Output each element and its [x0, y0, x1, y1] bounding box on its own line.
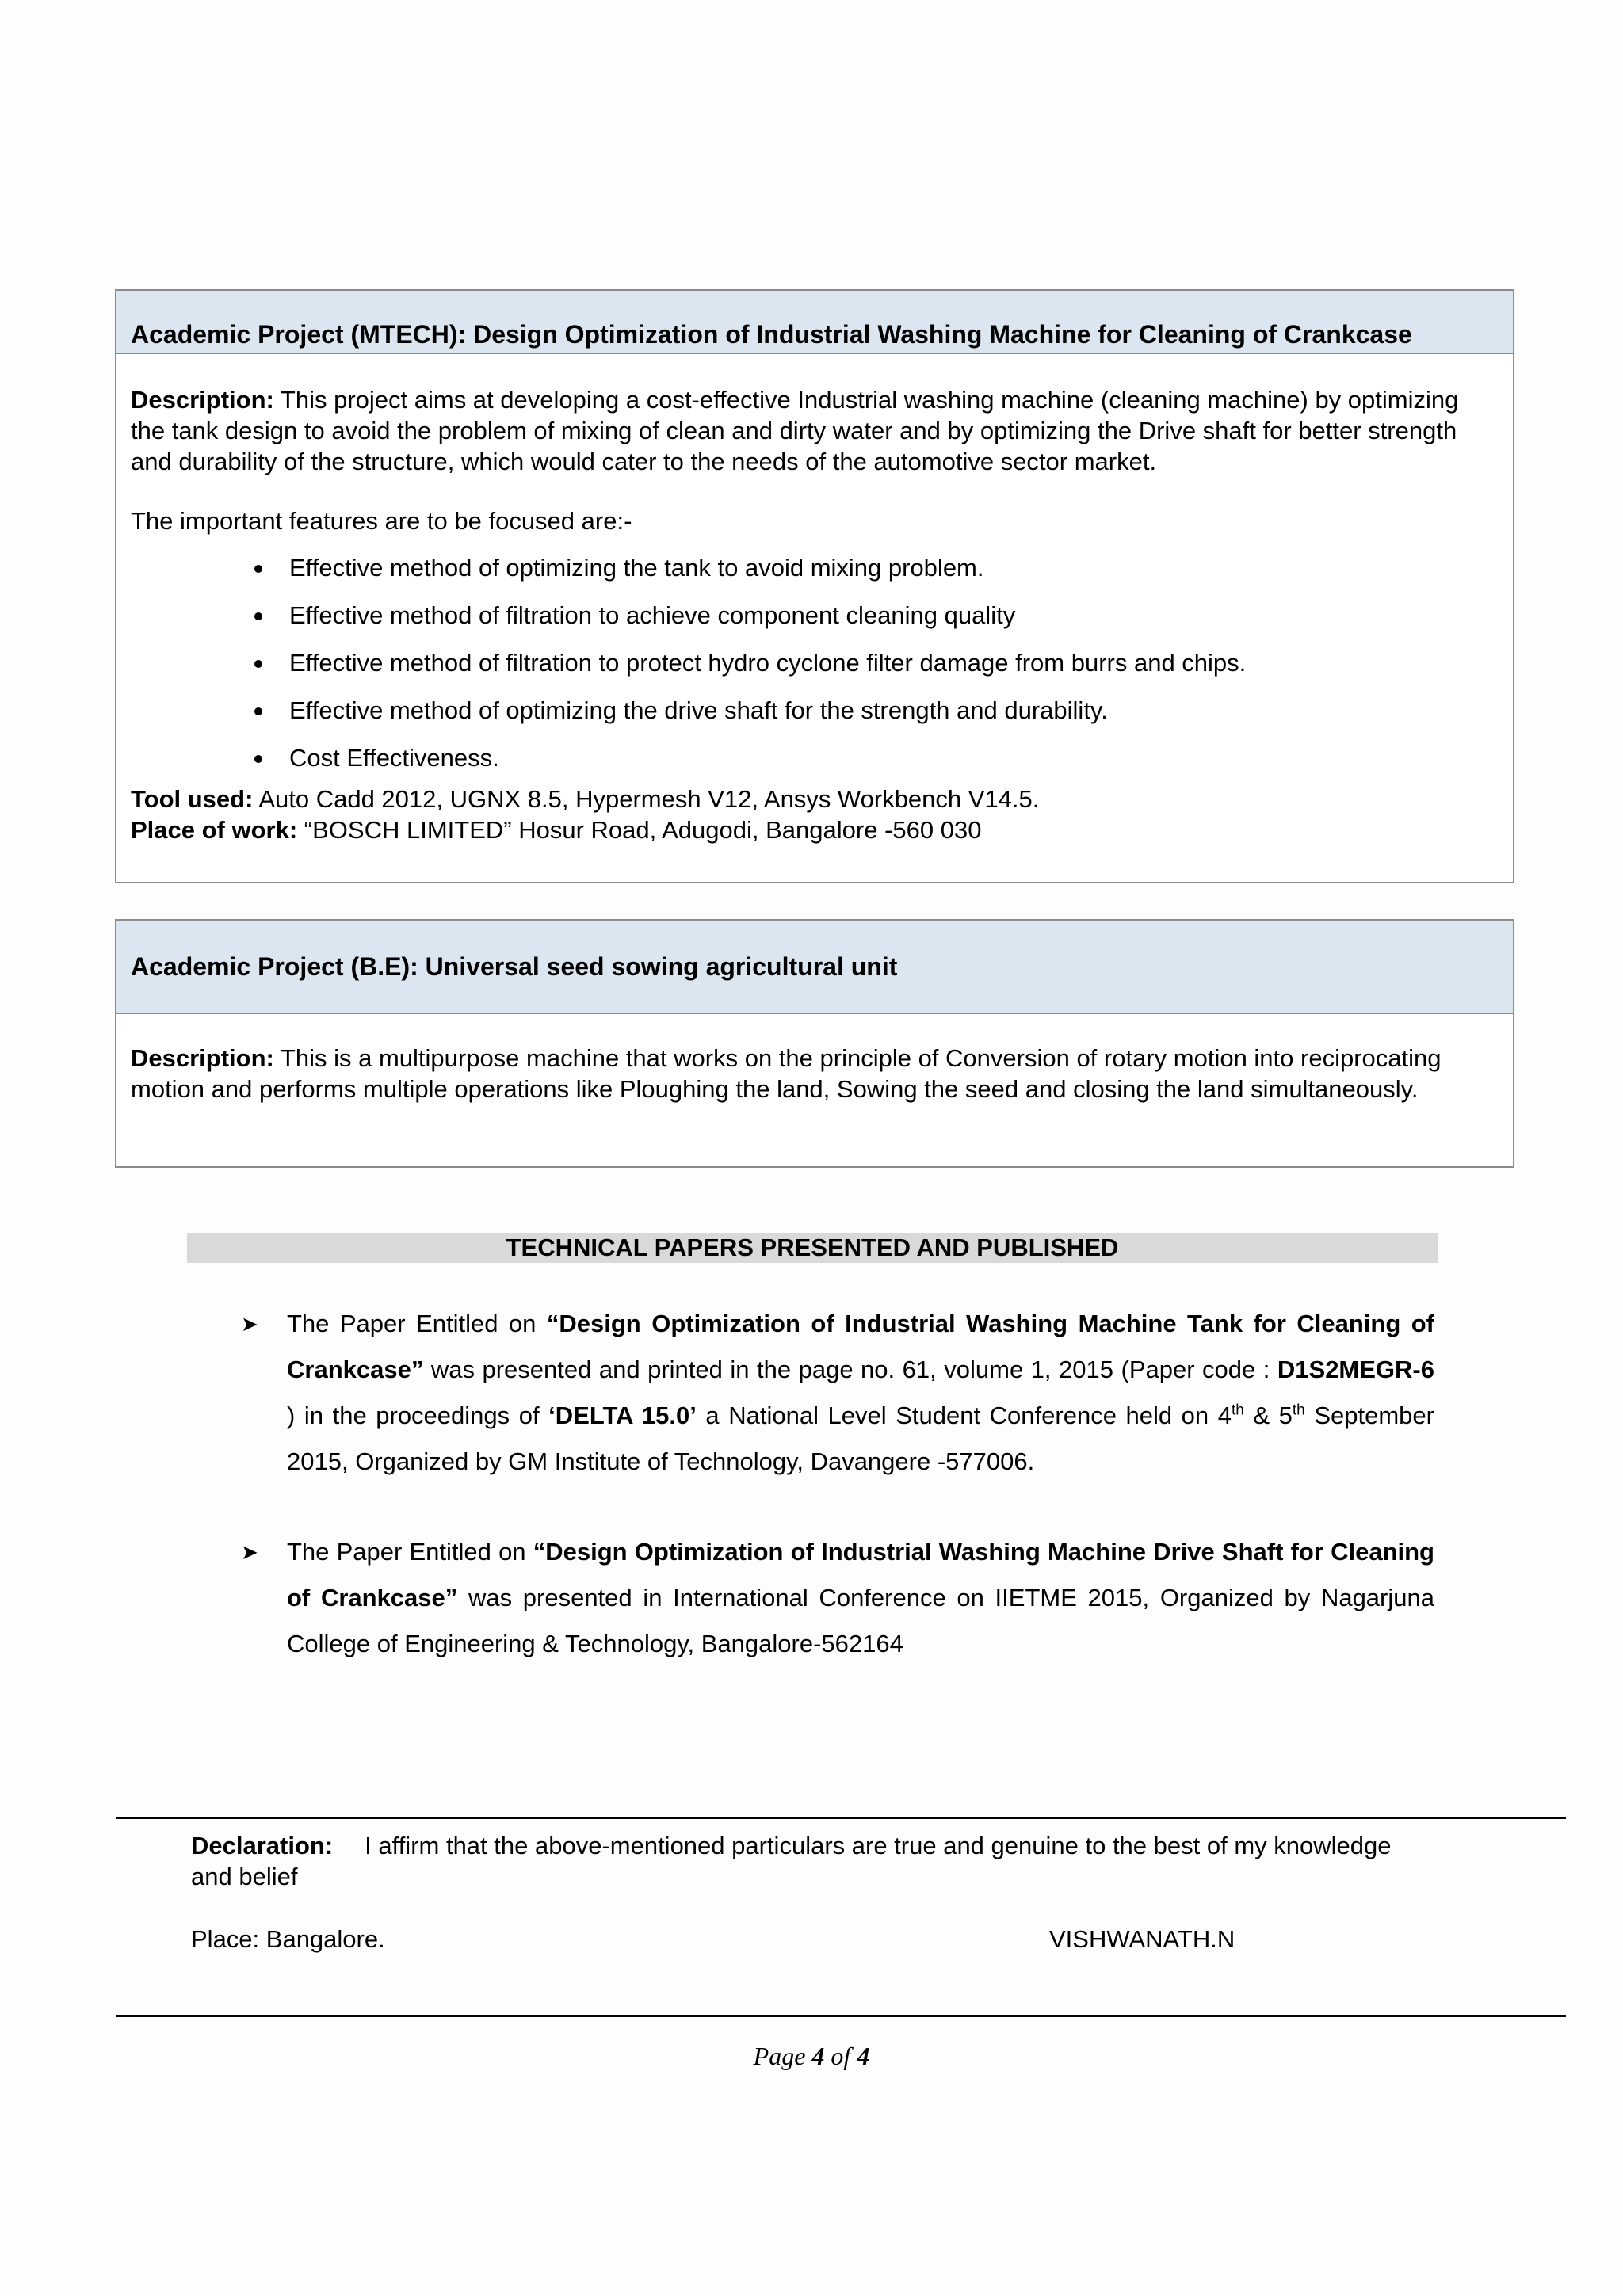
paper1-conference: ‘DELTA 15.0’	[548, 1402, 697, 1429]
paper2-prefix: The Paper Entitled on	[287, 1538, 533, 1566]
list-item: Effective method of optimizing the tank to avoid mixing problem.	[131, 544, 1499, 592]
arrow-bullet-icon: ➤	[241, 1540, 258, 1564]
be-description	[131, 1043, 1499, 1104]
be-project-box	[115, 919, 1514, 1168]
paper1-prefix: The Paper Entitled on	[287, 1310, 547, 1337]
footer-page-word: Page	[753, 2042, 812, 2070]
paper1-code: D1S2MEGR-6	[1277, 1356, 1434, 1383]
declaration	[191, 1830, 1396, 1892]
arrow-bullet-icon: ➤	[241, 1312, 258, 1336]
footer-current-page: 4	[812, 2042, 825, 2070]
mtech-place-text: “BOSCH LIMITED” Hosur Road, Adugodi, Bangalore -560 030	[297, 816, 982, 844]
mtech-features-list	[131, 544, 1499, 782]
paper1-end: September 2015, Organized by GM Institute of Technology, Davangere -577006.	[287, 1402, 1434, 1475]
mtech-place-label: Place of work:	[131, 816, 298, 844]
declaration-label: Declaration:	[191, 1832, 334, 1859]
list-item: Cost Effectiveness.	[131, 734, 1499, 782]
declaration-text: I affirm that the above-mentioned particulars are true and genuine to the best of my knowledge and belief	[191, 1832, 1392, 1890]
paper1-title: “Design Optimization of Industrial Washing Machine Tank for Cleaning of Crankcase”	[287, 1310, 1434, 1383]
mtech-project-title: Academic Project (MTECH): Design Optimization of Industrial Washing Machine for Cleaning of Crankcase	[131, 320, 1412, 349]
footer-of-word: of	[824, 2042, 857, 2070]
mtech-features-intro: The important features are to be focused are:-	[131, 507, 632, 535]
paper-entry-1	[241, 1301, 1434, 1485]
paper1-mid4: & 5	[1243, 1402, 1293, 1429]
be-project-header	[116, 921, 1513, 1014]
mtech-tools-label: Tool used:	[131, 785, 254, 813]
divider	[116, 1817, 1566, 1819]
be-project-body	[116, 1014, 1513, 1104]
list-item: Effective method of filtration to achieve component cleaning quality	[131, 592, 1499, 639]
list-item: Effective method of optimizing the drive shaft for the strength and durability.	[131, 687, 1499, 734]
mtech-place	[131, 814, 1499, 845]
mtech-tools	[131, 784, 1499, 814]
mtech-description-text: This project aims at developing a cost-effective Industrial washing machine (cleaning machine) by optimizing the tank design to avoid the problem of mixing of clean and dirty water and by optimizing the Drive shaft for better strength and durability of the structure, which would cater to the needs of the automotive sector market.	[131, 386, 1459, 475]
paper1-sup1: th	[1231, 1402, 1244, 1419]
paper2-title: “Design Optimization of Industrial Washing Machine Drive Shaft for Cleaning of Crankcase”	[287, 1538, 1434, 1611]
paper1-sup2: th	[1292, 1402, 1305, 1419]
be-description-label: Description:	[131, 1044, 274, 1072]
paper1-mid2: ) in the proceedings of	[287, 1402, 549, 1429]
footer-total-pages: 4	[857, 2042, 870, 2070]
be-description-text: This is a multipurpose machine that works on the principle of Conversion of rotary motion into reciprocating motion and performs multiple operations like Ploughing the land, Sowing the seed and closing the land simultaneously.	[131, 1044, 1442, 1103]
mtech-description	[131, 384, 1499, 477]
section-heading: TECHNICAL PAPERS PRESENTED AND PUBLISHED	[187, 1233, 1438, 1263]
mtech-description-label: Description:	[131, 386, 274, 414]
paper1-mid3: a National Level Student Conference held on 4	[696, 1402, 1232, 1429]
mtech-tools-text: Auto Cadd 2012, UGNX 8.5, Hypermesh V12, Ansys Workbench V14.5.	[253, 785, 1040, 813]
declaration-name: VISHWANATH.N	[1049, 1925, 1235, 1953]
mtech-project-header	[116, 291, 1513, 354]
declaration-place: Place: Bangalore.	[191, 1925, 385, 1953]
page-footer	[0, 2042, 1623, 2071]
paper1-mid1: was presented and printed in the page no. 61, volume 1, 2015 (Paper code :	[423, 1356, 1277, 1383]
mtech-project-body	[116, 354, 1513, 845]
paper-entry-2	[241, 1529, 1434, 1667]
divider	[116, 2015, 1566, 2017]
list-item: Effective method of filtration to protect hydro cyclone filter damage from burrs and chips.	[131, 639, 1499, 687]
be-project-title: Academic Project (B.E): Universal seed sowing agricultural unit	[131, 952, 898, 981]
mtech-project-box	[115, 289, 1514, 883]
paper2-end: was presented in International Conference on IIETME 2015, Organized by Nagarjuna College of Engineering & Technology, Bangalore-562164	[287, 1584, 1434, 1657]
